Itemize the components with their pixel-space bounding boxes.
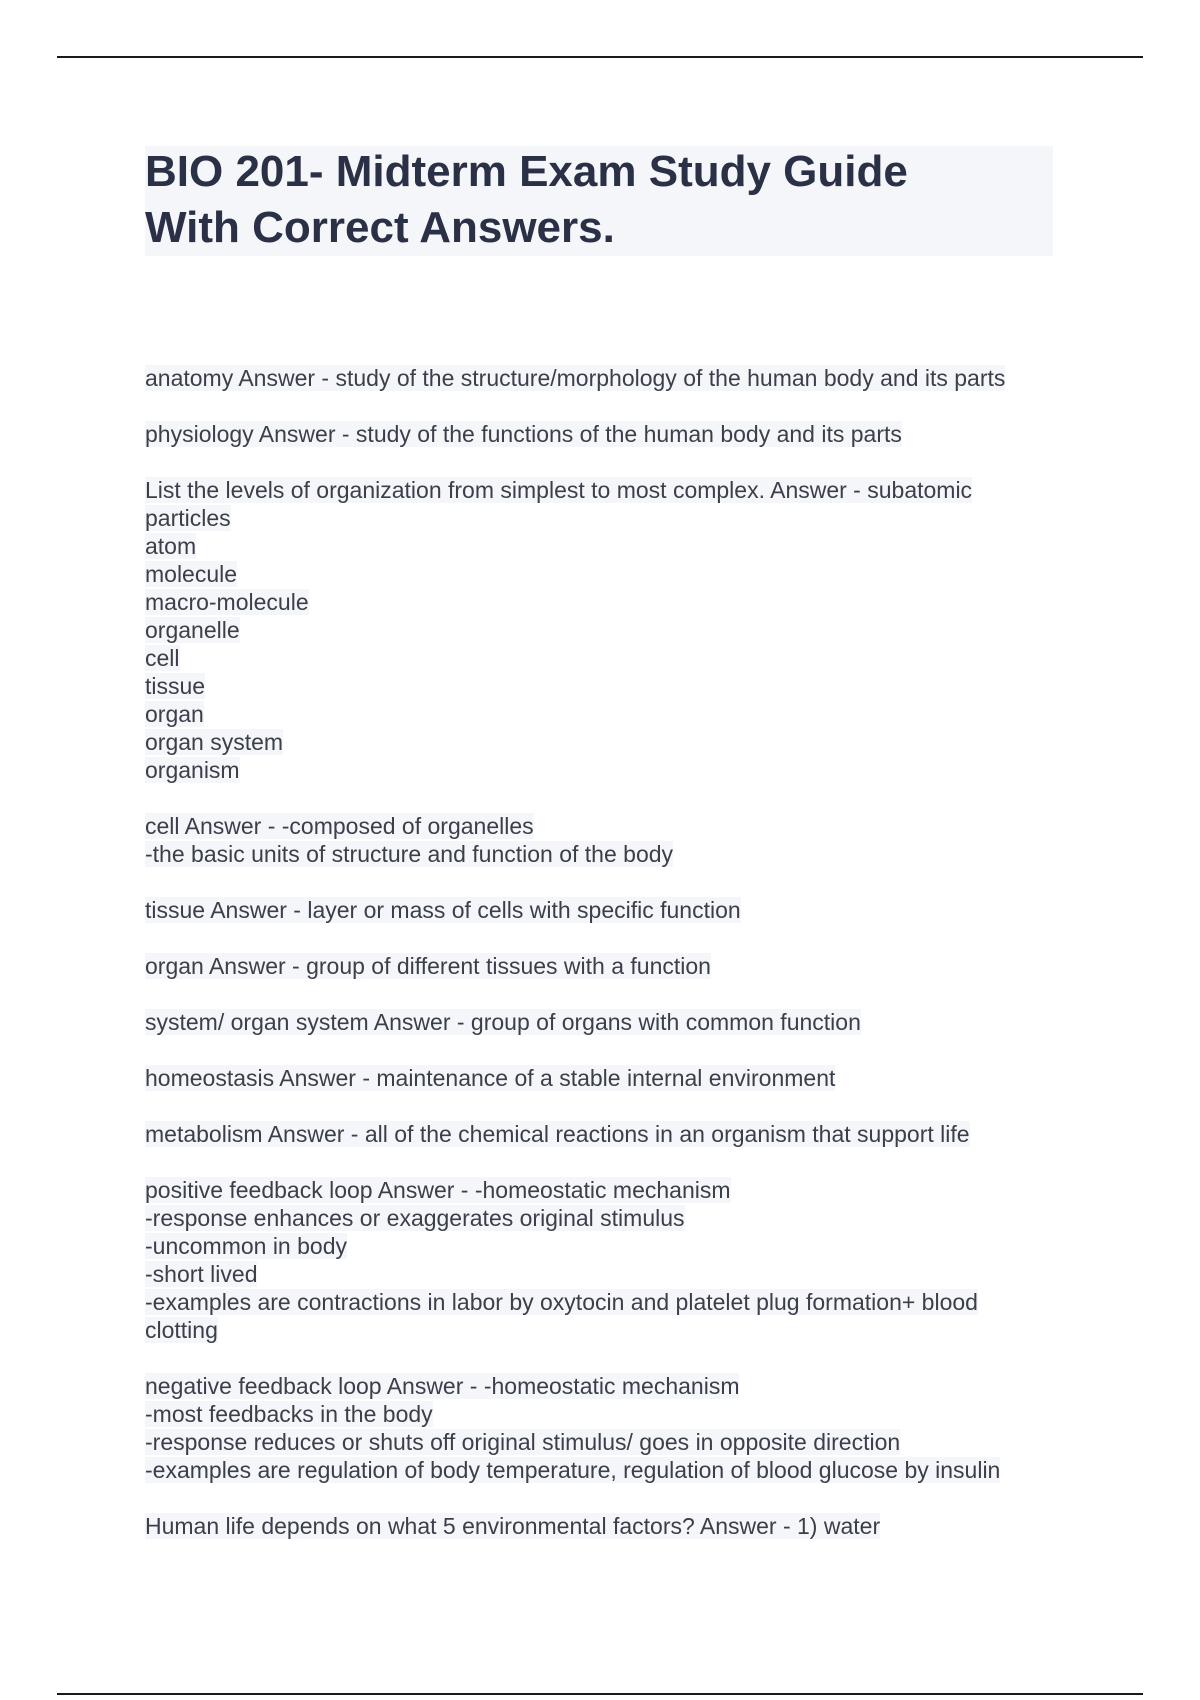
qa-line-text: -response enhances or exaggerates original stimulus [145,1205,685,1231]
qa-line [145,812,1075,840]
qa-line-text: cell [145,645,180,671]
qa-entry [145,364,1075,392]
qa-line-text: organism [145,757,240,783]
qa-line-text: molecule [145,561,238,587]
qa-entry [145,1372,1075,1484]
qa-line [145,700,1075,728]
qa-line [145,1512,1075,1540]
header-rule [57,56,1143,58]
footer-rule [57,1693,1143,1695]
qa-line-text: anatomy Answer - study of the structure/morphology of the human body and its parts [145,365,1006,391]
qa-content [145,364,1075,1568]
qa-line-text: homeostasis Answer - maintenance of a stable internal environment [145,1065,836,1091]
qa-line [145,840,1075,868]
qa-line-text: organ [145,701,204,727]
qa-line-text: -short lived [145,1261,258,1287]
qa-line [145,560,1075,588]
qa-line-text: system/ organ system Answer - group of organs with common function [145,1009,861,1035]
qa-line-text: atom [145,533,197,559]
qa-line [145,1120,1075,1148]
qa-line-text: clotting [145,1317,218,1343]
qa-line-text: physiology Answer - study of the functions of the human body and its parts [145,421,902,447]
qa-line [145,420,1075,448]
qa-line-text: macro-molecule [145,589,309,615]
qa-line [145,728,1075,756]
qa-entry [145,952,1075,980]
qa-line-text: particles [145,505,231,531]
qa-line [145,588,1075,616]
qa-entry [145,812,1075,868]
qa-line-text: tissue Answer - layer or mass of cells with specific function [145,897,741,923]
qa-line-text: -the basic units of structure and function of the body [145,841,674,867]
qa-line-text: Human life depends on what 5 environmental factors? Answer - 1) water [145,1513,881,1539]
qa-line-text: -response reduces or shuts off original stimulus/ goes in opposite direction [145,1429,901,1455]
qa-line [145,504,1075,532]
qa-line-text: positive feedback loop Answer - -homeostatic mechanism [145,1177,731,1203]
qa-line [145,644,1075,672]
qa-line-text: -examples are regulation of body temperature, regulation of blood glucose by insulin [145,1457,1001,1483]
qa-line-text: -examples are contractions in labor by oxytocin and platelet plug formation+ blood [145,1289,978,1315]
qa-line [145,756,1075,784]
qa-line [145,1232,1075,1260]
qa-entry [145,1008,1075,1036]
qa-line [145,1176,1075,1204]
qa-line-text: organelle [145,617,240,643]
qa-line [145,616,1075,644]
qa-line-text: metabolism Answer - all of the chemical reactions in an organism that support life [145,1121,970,1147]
page-title [145,144,1045,256]
qa-line [145,952,1075,980]
qa-entry [145,1176,1075,1344]
qa-line [145,1316,1075,1344]
qa-line [145,896,1075,924]
qa-line [145,1456,1075,1484]
qa-line [145,1204,1075,1232]
qa-line [145,1372,1075,1400]
qa-line [145,532,1075,560]
qa-line [145,476,1075,504]
qa-entry [145,420,1075,448]
qa-line [145,1428,1075,1456]
qa-line-text: -most feedbacks in the body [145,1401,433,1427]
qa-line [145,1008,1075,1036]
qa-line-text: -uncommon in body [145,1233,347,1259]
qa-line [145,1064,1075,1092]
qa-entry [145,476,1075,784]
qa-line-text: organ system [145,729,284,755]
qa-line-text: organ Answer - group of different tissues with a function [145,953,711,979]
qa-entry [145,1512,1075,1540]
qa-line-text: List the levels of organization from simplest to most complex. Answer - subatomic [145,477,973,503]
qa-line-text: cell Answer - -composed of organelles [145,813,534,839]
qa-line-text: tissue [145,673,206,699]
qa-line [145,1288,1075,1316]
qa-entry [145,1064,1075,1092]
qa-line-text: negative feedback loop Answer - -homeostatic mechanism [145,1373,740,1399]
qa-entry [145,896,1075,924]
qa-line [145,1260,1075,1288]
qa-line [145,1400,1075,1428]
qa-line [145,364,1075,392]
title-line-2: With Correct Answers. [145,203,615,252]
qa-line [145,672,1075,700]
title-line-1: BIO 201- Midterm Exam Study Guide [145,147,908,196]
qa-entry [145,1120,1075,1148]
